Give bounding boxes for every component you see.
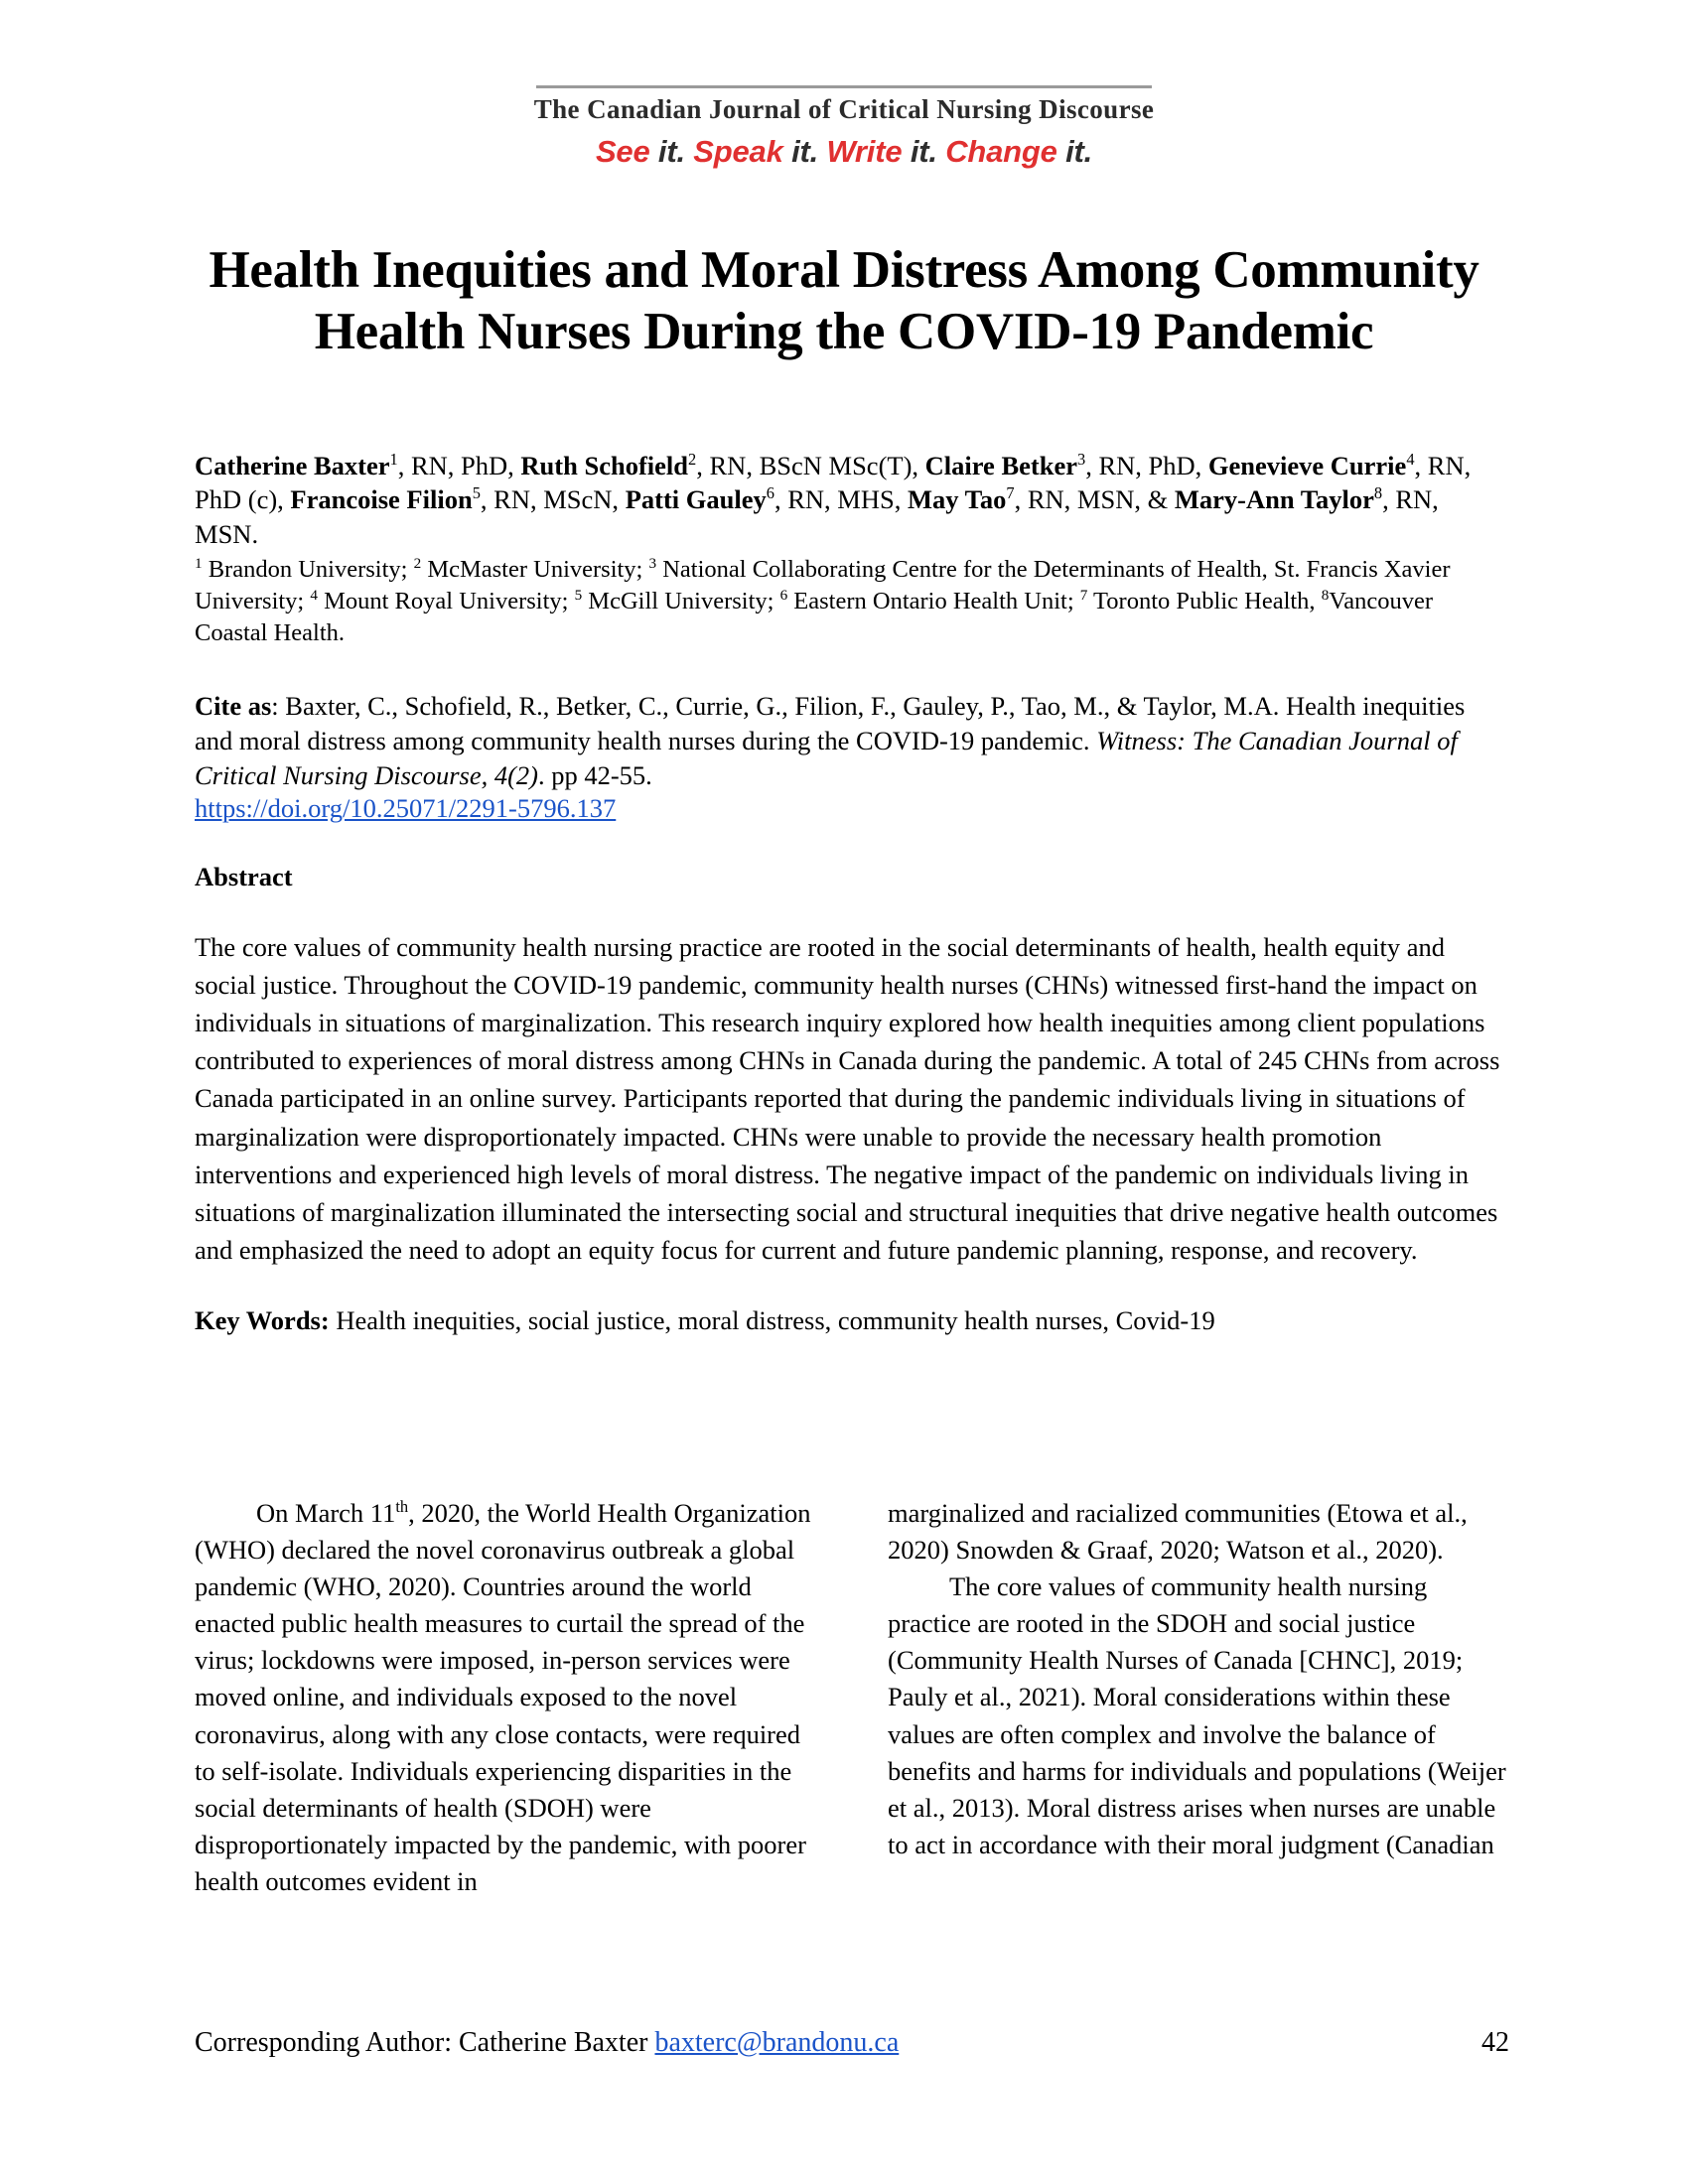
author-creds-5: , RN, MScN, (480, 484, 626, 515)
article-title: Health Inequities and Moral Distress Among Community Health Nurses During the COVID-19 Pandemic (209, 240, 1479, 361)
affiliation-text-4: Mount Royal University; (317, 588, 575, 615)
keywords-row (195, 1302, 1505, 1339)
affiliation-marker-2: 2 (413, 555, 422, 573)
affiliation-text-7: Toronto Public Health, (1087, 588, 1322, 615)
affiliation-text-3: National Collaborating Centre for the Determinants of Health, St. Francis Xavier University; (195, 556, 1451, 615)
author-creds-4: , RN, PhD (c), (195, 451, 1472, 515)
citation-journal: Witness: The Canadian Journal of Critical Nursing Discourse, 4(2) (195, 725, 1458, 790)
cite-as-label: Cite as (195, 690, 272, 721)
citation-body: : Baxter, C., Schofield, R., Betker, C., Currie, G., Filion, F., Gauley, P., Tao, M., & Taylor, M.A. Health inequities and moral distress among community health nurses during the COVID-19 pandemic. (195, 690, 1466, 755)
ordinal-suffix-th: th (395, 1497, 409, 1517)
tagline-word-see: See (595, 134, 650, 170)
author-creds-2: , RN, BScN MSc(T), (696, 451, 925, 480)
author-list (195, 449, 1505, 551)
author-creds-8: RN, MSN, & (1027, 484, 1175, 515)
citation-pages: . pp 42-55. (537, 759, 652, 790)
tagline-word-it-1: it. (657, 134, 685, 170)
author-affil-marker-7: 7 (1006, 483, 1015, 503)
author-name-currie: Genevieve Currie (1207, 451, 1407, 480)
corresponding-author-label: Corresponding Author: Catherine Baxter (195, 2027, 655, 2058)
journal-title: The Canadian Journal of Critical Nursing Discourse (533, 94, 1155, 124)
affiliation-marker-8: 8 (1321, 587, 1330, 604)
affiliation-marker-3: 3 (648, 555, 657, 573)
author-creds-7: , (1014, 484, 1022, 515)
body-column-right (888, 1495, 1509, 1900)
author-affil-marker-5: 5 (472, 483, 481, 503)
masthead-divider (536, 85, 1152, 88)
author-creds-9: , RN, MSN. (195, 484, 1439, 549)
body-columns (195, 1495, 1509, 1900)
author-affil-marker-4: 4 (1406, 450, 1415, 470)
affiliation-marker-7: 7 (1079, 587, 1088, 604)
affiliation-marker-4: 4 (310, 587, 318, 604)
abstract-heading: Abstract (195, 861, 293, 891)
abstract-text: The core values of community health nursing practice are rooted in the social determinants of health, health equity and social justice. Throughout the COVID-19 pandemic, community health nurses (CHNs) witnessed first-hand the impact on individuals in situations of marginalization. This research inquiry explored how health inequities among client populations contributed to experiences of moral distress among CHNs in Canada during the pandemic. A total of 245 CHNs from across Canada participated in an online survey. Participants reported that during the pandemic individuals living in situations of marginalization were disproportionately impacted. CHNs were unable to provide the necessary health promotion interventions and experienced high levels of moral distress. The negative impact of the pandemic on individuals living in situations of marginalization illuminated the intersecting social and structural inequities that drive negative health outcomes and emphasized the need to adopt an equity focus for current and future pandemic planning, response, and recovery. (195, 931, 1500, 1265)
affiliation-text-2: McMaster University; (421, 556, 649, 584)
author-creds-6: , RN, MHS, (774, 484, 908, 515)
author-creds-1: , RN, PhD, (397, 451, 521, 480)
body-column-left (195, 1495, 816, 1900)
keywords-value: Health inequities, social justice, moral distress, community health nurses, Covid-19 (329, 1305, 1215, 1336)
left-paragraph-1 (195, 1495, 816, 1900)
author-affil-marker-1: 1 (389, 450, 398, 470)
affiliation-text-8: Vancouver Coastal Health. (195, 588, 1434, 646)
affiliation-text-5: McGill University; (582, 588, 780, 615)
author-name-schofield: Ruth Schofield (520, 451, 689, 480)
journal-tagline (0, 135, 1688, 169)
left-para-1-pre: On March 11 (256, 1498, 396, 1528)
journal-masthead (0, 85, 1688, 169)
affiliation-marker-6: 6 (779, 587, 788, 604)
author-name-baxter: Catherine Baxter (195, 451, 390, 480)
doi-link-row (195, 793, 1505, 824)
author-name-betker: Claire Betker (924, 451, 1077, 480)
author-name-filion: Francoise Filion (290, 484, 473, 515)
right-paragraph-1: marginalized and racialized communities (Etowa et al., 2020) Snowden & Graaf, 2020; Watson et al., 2020). (888, 1498, 1468, 1566)
affiliation-marker-5: 5 (574, 587, 583, 604)
corresponding-author-email-link[interactable]: baxterc@brandonu.ca (654, 2027, 900, 2058)
right-paragraph-2: The core values of community health nursing practice are rooted in the SDOH and social justice (Community Health Nurses of Canada [CHNC], 2019; Pauly et al., 2021). Moral considerations within these values are often complex and involve the balance of benefits and harms for individuals and populations (Weijer et al., 2013). Moral distress arises when nurses are unable to act in accordance with their moral judgment (Canadian (888, 1571, 1506, 1859)
tagline-word-speak: Speak (693, 134, 783, 170)
corresponding-author (195, 2027, 899, 2059)
author-name-taylor: Mary-Ann Taylor (1174, 484, 1374, 515)
author-name-gauley: Patti Gauley (625, 484, 767, 515)
article-front-matter (195, 449, 1505, 1339)
tagline-word-it-2: it. (791, 134, 819, 170)
keywords-label: Key Words: (195, 1305, 330, 1336)
page-number: 42 (1481, 2027, 1509, 2058)
author-affil-marker-6: 6 (766, 483, 774, 503)
tagline-word-change: Change (945, 134, 1057, 170)
affiliation-text-1: Brandon University; (202, 556, 414, 584)
citation-block (195, 689, 1505, 793)
author-affil-marker-2: 2 (688, 450, 697, 470)
author-affil-marker-8: 8 (1373, 483, 1383, 503)
affiliation-marker-1: 1 (195, 555, 203, 573)
author-affil-marker-3: 3 (1076, 450, 1086, 470)
affiliation-list (195, 554, 1505, 649)
left-para-1-post: , 2020, the World Health Organization (WHO) declared the novel coronavirus outbreak a global pandemic (WHO, 2020). Countries around the world enacted public health measures to curtail the spread of the virus; lockdowns were imposed, in-person services were moved online, and individuals exposed to the novel coronavirus, along with any close contacts, were required to self-isolate. Individuals experiencing disparities in the social determinants of health (SDOH) were disproportionately impacted by the pandemic, with poorer health outcomes evident in (195, 1498, 811, 1896)
page-footer (195, 2027, 1509, 2059)
affiliation-text-6: Eastern Ontario Health Unit; (787, 588, 1080, 615)
author-name-tao: May Tao (907, 484, 1007, 515)
tagline-word-it-3: it. (910, 134, 937, 170)
tagline-word-it-4: it. (1065, 134, 1093, 170)
doi-link[interactable]: https://doi.org/10.25071/2291-5796.137 (195, 792, 617, 823)
tagline-word-write: Write (826, 134, 903, 170)
author-creds-3: , RN, PhD, (1085, 451, 1202, 480)
